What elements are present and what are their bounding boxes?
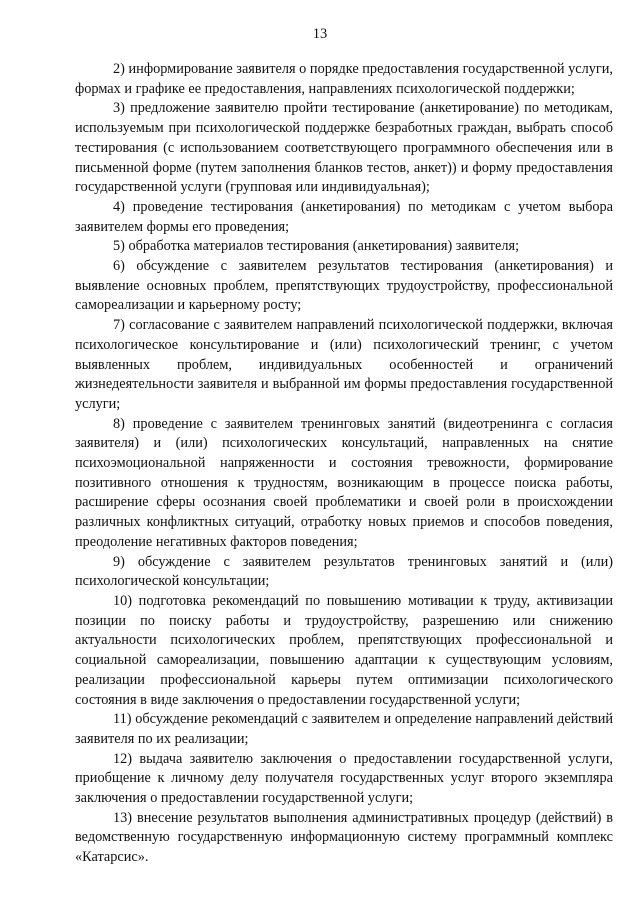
list-item: 6) обсуждение с заявителем результатов тестирования (анкетирования) и выявление основных проблем, препятствующих трудоустройству, профессиональной самореализации и карьерному росту; [75,258,613,314]
document-body [75,60,613,868]
list-item: 9) обсуждение с заявителем результатов тренинговых занятий и (или) психологической консультации; [75,553,613,590]
page-number: 13 [312,26,328,42]
list-item: 12) выдача заявителю заключения о предоставлении государственной услуги, приобщение к личному делу получателя государственных услуг второго экземпляра заключения о предоставлении государственной услуги; [75,750,613,807]
list-item: 4) проведение тестирования (анкетирования) по методикам с учетом выбора заявителем формы его проведения; [75,198,613,235]
list-item: 7) согласование с заявителем направлений психологической поддержки, включая психологическое консультирование и (или) психологический тренинг, с учетом выявленных проблем, индивидуальных особенностей и ограничений жизнедеятельности заявителя и выбранной им формы предоставления государственной услуги; [75,317,613,412]
list-item: 11) обсуждение рекомендаций с заявителем и определение направлений действий заявителя по их реализации; [75,711,613,747]
list-item: 8) проведение с заявителем тренинговых занятий (видеотренинга с согласия заявителя) и (или) психологических консультаций, направленных на снятие психоэмоциональной напряженности и состояния тревожности, формирование позитивного отношения к трудностям, возникающим в процессе поиска работы, расширение сферы осознания своей проблематики и своей роли в происхождении различных конфликтных ситуаций, отработку новых приемов и способов поведения, преодоление негативных факторов поведения; [75,415,613,550]
list-item: 5) обработка материалов тестирования (анкетирования) заявителя; [113,238,520,255]
list-item: 13) внесение результатов выполнения административных процедур (действий) в ведомственную государственную информационную систему программный комплекс «Катарсис». [75,809,613,866]
list-item: 10) подготовка рекомендаций по повышению мотивации к труду, активизации позиции по поиску работы и трудоустройству, разрешению или снижению актуальности психологических проблем, препятствующих профессиональной и социальной самореализации, повышению адаптации к существующим условиям, реализации профессиональной карьеры путем оптимизации психологического состояния в виде заключения о предоставлении государственной услуги; [75,592,613,708]
list-item: 2) информирование заявителя о порядке предоставления государственной услуги, формах и графике ее предоставления, направлениях психологической поддержки; [75,61,613,97]
list-item: 3) предложение заявителю пройти тестирование (анкетирование) по методикам, используемым при психологической поддержке безработных граждан, выбрать способ тестирования (с использованием соответствующего программного обеспечения или в письменной форме (путем заполнения бланков тестов, анкет)) и форму предоставления государственной услуги (групповая или индивидуальная); [75,100,613,196]
